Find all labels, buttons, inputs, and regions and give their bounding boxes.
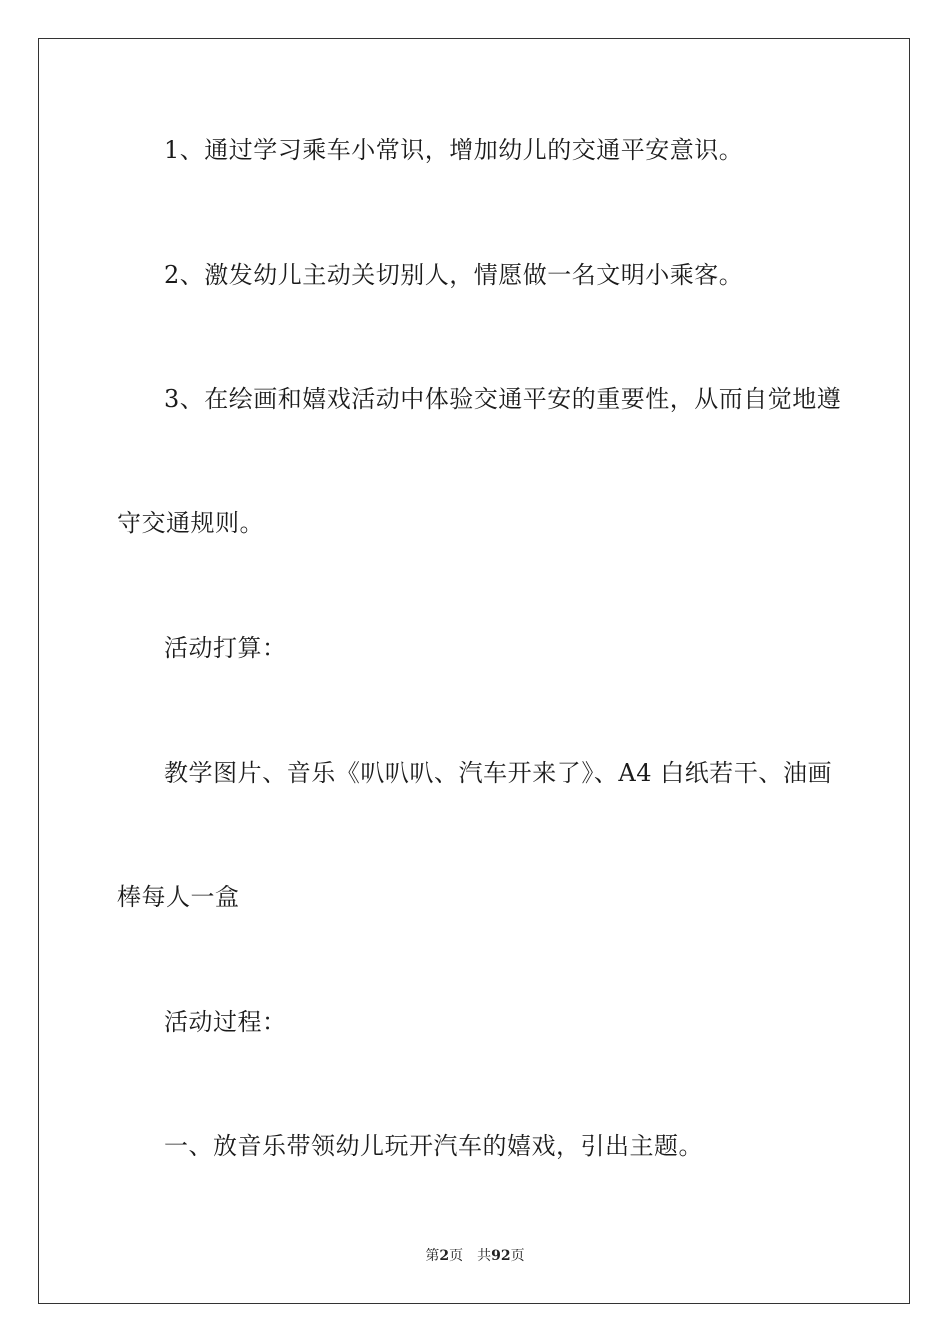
footer-page-suffix: 页 xyxy=(449,1248,464,1264)
footer-page-prefix: 第 xyxy=(425,1248,440,1264)
footer-total-prefix: 共 xyxy=(477,1248,492,1264)
paragraph-line-4: 守交通规则。 xyxy=(117,509,264,537)
paragraph-line-9: 一、放音乐带领幼儿玩开汽车的嬉戏，引出主题。 xyxy=(164,1132,703,1160)
paragraph-line-3: 3、在绘画和嬉戏活动中体验交通平安的重要性，从而自觉地遵 xyxy=(164,385,842,413)
footer-total-pages: 92 xyxy=(491,1248,511,1264)
page-footer xyxy=(0,1247,950,1265)
paragraph-line-6: 教学图片、音乐《叭叭叭、汽车开来了》、A4 白纸若干、油画 xyxy=(164,759,832,787)
paragraph-line-1: 1、通过学习乘车小常识，增加幼儿的交通平安意识。 xyxy=(164,136,744,164)
section-heading-preparation: 活动打算： xyxy=(164,634,287,662)
footer-total-suffix: 页 xyxy=(510,1248,525,1264)
section-heading-process: 活动过程： xyxy=(164,1008,287,1036)
page-border xyxy=(38,38,910,1304)
footer-page-number: 2 xyxy=(439,1248,450,1264)
paragraph-line-7: 棒每人一盒 xyxy=(117,883,240,911)
paragraph-line-2: 2、激发幼儿主动关切别人，情愿做一名文明小乘客。 xyxy=(164,261,744,289)
